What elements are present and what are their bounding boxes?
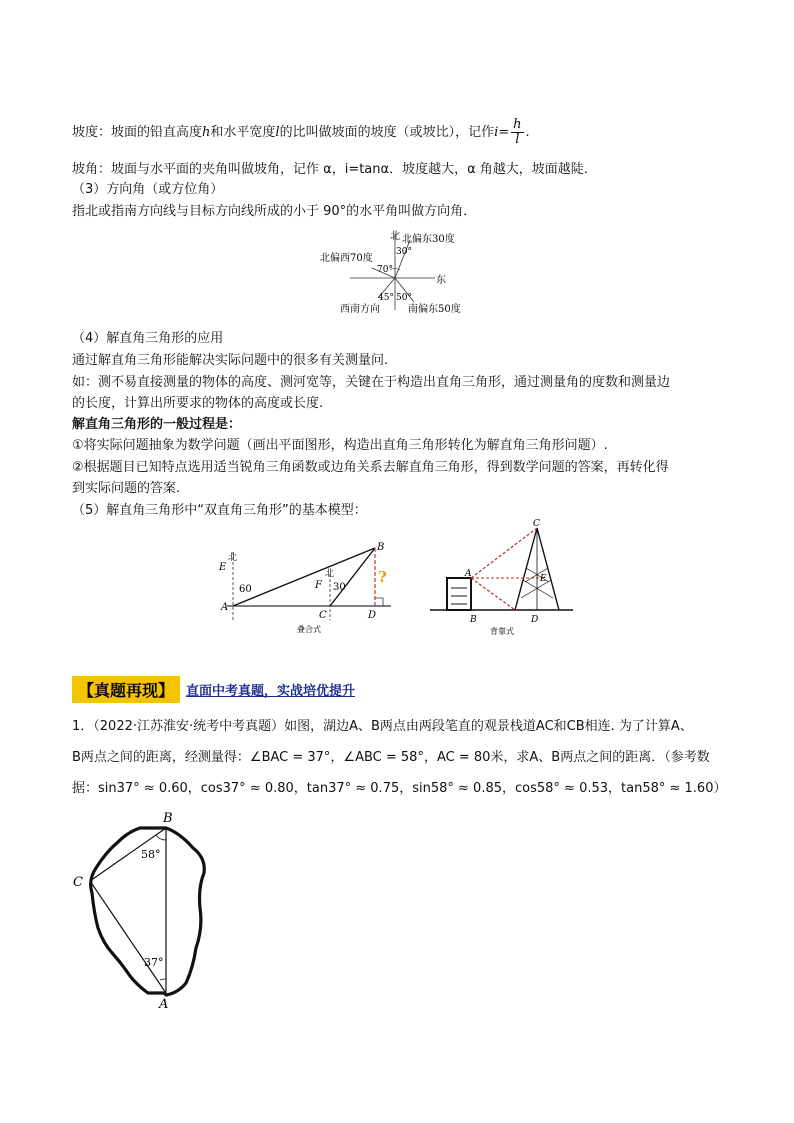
section-header <box>72 676 355 703</box>
slope-text-2: 和水平宽度 <box>210 125 276 140</box>
slope-definition <box>72 118 530 147</box>
lake-label-B: B <box>163 811 173 826</box>
procedure-title: 解直角三角形的一般过程是： <box>72 417 242 432</box>
slope-text-3: 的比叫做坡面的坡度（或坡比），记作 <box>279 125 495 140</box>
compass-angle-30: 30° <box>396 247 412 257</box>
compass-angle-70: 70° <box>377 265 393 275</box>
lake-label-C: C <box>73 875 83 890</box>
m1-label-C: C <box>319 610 327 621</box>
application-text-1: 通过解直角三角形能解决实际问题中的很多有关测量问. <box>72 353 389 368</box>
var-h: h <box>202 125 211 140</box>
var-i: i= <box>494 125 510 140</box>
var-l: l <box>275 125 280 140</box>
m2-label-D: D <box>531 615 539 625</box>
application-text-2b: 的长度，计算出所要求的物体的高度或长度. <box>72 396 324 411</box>
compass-diagram <box>310 228 480 316</box>
m2-label-A: A <box>465 569 472 579</box>
compass-se-label: 南偏东50度 <box>408 304 461 315</box>
heading-3: （3）方向角（或方位角） <box>72 182 224 197</box>
compass-east: 东 <box>436 275 446 286</box>
model-overlap-diagram <box>215 540 395 635</box>
slope-fraction <box>511 118 523 147</box>
m1-label-F: F <box>315 580 322 591</box>
compass-sw-label: 西南方向 <box>340 304 380 315</box>
lake-angle-58: 58° <box>141 848 161 861</box>
section-subtitle: 直面中考真题，实战培优提升 <box>186 684 356 699</box>
application-text-2a: 如：测不易直接测量的物体的高度、测河宽等，关键在于构造出直角三角形，通过测量角的度数和测量边 <box>72 375 671 390</box>
m1-label-A: A <box>221 602 229 613</box>
m1-north-1: 北 <box>228 553 238 563</box>
lake-angle-37: 37° <box>144 956 164 969</box>
m1-north-2: 北 <box>325 569 335 579</box>
m2-label-E: E <box>540 574 547 584</box>
m1-question: ? <box>378 568 387 586</box>
fraction-numerator: h <box>513 117 522 132</box>
question-1-line-1: 1．（2022·江苏淮安·统考中考真题）如图，湖边A、B两点由两段笔直的观景栈道AC和CB相连. 为了计算A、 <box>72 719 693 734</box>
m2-label-C: C <box>533 519 540 529</box>
procedure-step-1: ①将实际问题抽象为数学问题（画出平面图形，构造出直角三角形转化为解直角三角形问题）. <box>72 438 608 453</box>
compass-nw-label: 北偏西70度 <box>320 253 373 264</box>
heading-5: （5）解直角三角形中“双直角三角形”的基本模型： <box>72 503 367 518</box>
compass-angle-45: 45° <box>378 293 394 303</box>
slope-text-end: . <box>525 125 530 140</box>
slope-angle-definition: 坡角：坡面与水平面的夹角叫做坡角，记作 α，i=tanα．坡度越大，α 角越大，坡面越陡． <box>72 162 597 177</box>
compass-angle-50: 50° <box>396 293 412 303</box>
lake-label-A: A <box>159 997 169 1012</box>
procedure-step-2b: 到实际问题的答案. <box>72 481 181 496</box>
m2-label-B: B <box>470 615 477 625</box>
compass-ne-label: 北偏东30度 <box>402 234 455 245</box>
m1-angle-60: 60 <box>239 584 252 595</box>
m1-label-E: E <box>219 562 227 573</box>
slope-text-1: 坡度：坡面的铅直高度 <box>72 125 203 140</box>
fraction-denominator: l <box>515 132 520 147</box>
m1-angle-30: 30 <box>333 582 346 593</box>
m1-label-B: B <box>377 542 385 553</box>
model-back-diagram <box>425 518 585 636</box>
lake-diagram <box>68 808 218 1013</box>
section-badge: 【真题再现】 <box>72 676 180 703</box>
m2-caption: 背靠式 <box>490 627 514 636</box>
m1-label-D: D <box>368 610 377 621</box>
m1-caption: 叠合式 <box>297 625 321 634</box>
heading-4: （4）解直角三角形的应用 <box>72 331 224 346</box>
compass-north: 北 <box>390 231 400 242</box>
procedure-step-2a: ②根据题目已知特点选用适当锐角三角函数或边角关系去解直角三角形，得到数学问题的答案，再转化得 <box>72 460 669 475</box>
direction-definition: 指北或指南方向线与目标方向线所成的小于 90°的水平角叫做方向角． <box>72 204 477 219</box>
question-1-line-3: 据：sin37° ≈ 0.60，cos37° ≈ 0.80，tan37° ≈ 0.75，sin58° ≈ 0.85，cos58° ≈ 0.53，tan58° ≈ 1.60） <box>72 781 727 796</box>
question-1-line-2: B两点之间的距离，经测量得：∠BAC = 37°，∠ABC = 58°，AC = 80米，求A、B两点之间的距离．（参考数 <box>72 750 710 765</box>
